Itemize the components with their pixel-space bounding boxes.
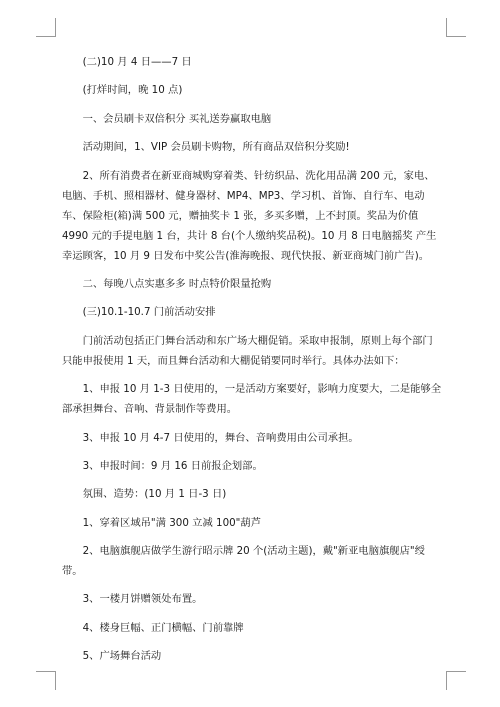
paragraph: 活动期间，1、VIP 会员刷卡购物，所有商品双倍积分奖励! [82, 141, 350, 154]
paragraph: 门前活动包括正门舞台活动和东广场大棚促销。采取申报制，原则上每个部门只能申报使用 1 天，而且舞台活动和大棚促销要同时举行。具体办法如下： [62, 334, 433, 367]
section-heading: 一、会员刷卡双倍积分 买礼送券赢取电脑 [82, 112, 272, 125]
list-item: 5、广场舞台活动 [82, 650, 162, 663]
crop-mark-bottom-right-v [446, 671, 447, 690]
document-body [62, 52, 442, 675]
section-heading: (三)10.1-10.7 门前活动安排 [82, 306, 216, 319]
crop-mark-bottom-left-v [55, 671, 56, 690]
paragraph: 1、申报 10 月 1-3 日使用的，一是活动方案要好，影响力度要大，二是能够全部承担舞台、音响、背景制作等费用。 [62, 383, 442, 416]
paragraph: 3、申报 10 月 4-7 日使用的，舞台、音响费用由公司承担。 [82, 431, 359, 444]
closing-time-note: (打烊时间，晚 10 点) [82, 84, 183, 97]
crop-mark-bottom-right-h [446, 671, 466, 672]
paragraph: 氛围、造势：(10 月 1 日-3 日) [82, 488, 227, 501]
paragraph: 3、申报时间：9 月 16 日前报企划部。 [82, 459, 263, 472]
crop-mark-top-right-v [446, 18, 447, 37]
list-item: 3、一楼月饼赠领处布置。 [82, 593, 203, 606]
section-heading: 二、每晚八点实惠多多 时点特价限量抢购 [82, 277, 272, 290]
crop-mark-top-left-h [36, 36, 56, 37]
list-item: 1、穿着区域吊"满 300 立减 100"葫芦 [82, 516, 262, 529]
crop-mark-top-left-v [55, 18, 56, 37]
crop-mark-top-right-h [446, 36, 466, 37]
list-item: 4、楼身巨幅、正门横幅、门前靠牌 [82, 621, 244, 634]
paragraph: 2、所有消费者在新亚商城购穿着类、针纺织品、洗化用品满 200 元，家电、电脑、手机、照相器材、健身器材、MP4、MP3、学习机、首饰、自行车、电动 车、保险柜(箱)满 500 元，赠抽奖卡 1 张，多买多赠，上不封顶。奖品为价值 4990 元的手提电脑 1 台，共计 8 台(个人缴纳奖品税)。10 月 8 日电脑摇奖 产生幸运顾客，10 月 9 日发布中奖公告(淮海晚报、现代快报、新亚商城门前广告)。 [62, 169, 437, 262]
list-item: 2、电脑旗舰店做学生游行昭示牌 20 个(活动主题)，戴"新亚电脑旗舰店"绶带。 [62, 545, 425, 578]
crop-mark-bottom-left-h [36, 671, 56, 672]
section-heading: (二)10 月 4 日——7 日 [82, 56, 192, 68]
